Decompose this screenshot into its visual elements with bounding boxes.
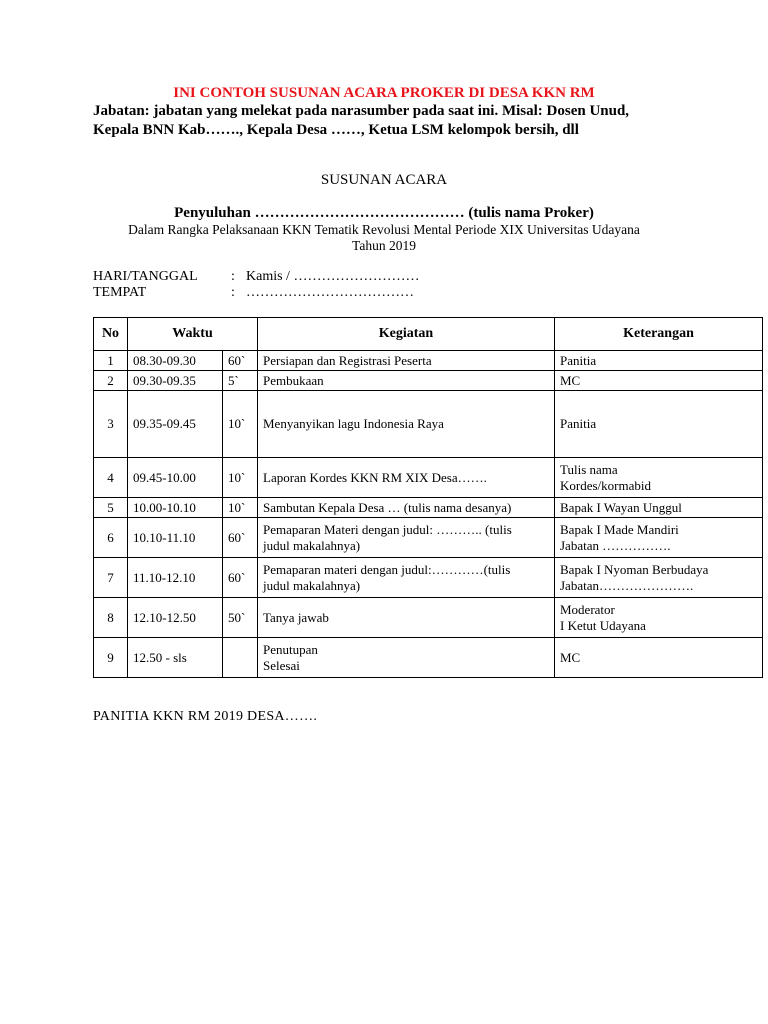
cell-activity-line: judul makalahnya) — [263, 577, 361, 593]
cell-duration: 60` — [223, 351, 258, 371]
event-title: Penyuluhan …………………………………… (tulis nama Proker) — [174, 205, 594, 221]
info-colon: : — [231, 269, 235, 284]
cell-activity — [258, 598, 555, 638]
cell-no: 8 — [94, 598, 128, 638]
info-colon: : — [231, 285, 235, 300]
cell-activity-line: Laporan Kordes KKN RM XIX Desa……. — [263, 469, 487, 485]
table-row — [94, 498, 763, 518]
cell-time: 09.35-09.45 — [128, 391, 223, 458]
cell-no: 5 — [94, 498, 128, 518]
cell-note-line: I Ketut Udayana — [560, 617, 646, 633]
agenda-table-body — [94, 351, 763, 678]
cell-no: 2 — [94, 371, 128, 391]
cell-note — [555, 598, 763, 638]
table-row — [94, 598, 763, 638]
cell-note-line: Kordes/kormabid — [560, 477, 651, 493]
cell-activity-line: Sambutan Kepala Desa … (tulis nama desanya) — [263, 499, 512, 515]
cell-note — [555, 638, 763, 678]
cell-no: 9 — [94, 638, 128, 678]
info-value: ……………………………… — [246, 285, 414, 300]
cell-activity-line: Tanya jawab — [263, 609, 329, 625]
instruction-note-line: Jabatan: jabatan yang melekat pada narasumber pada saat ini. Misal: Dosen Unud, — [93, 103, 630, 119]
cell-no: 3 — [94, 391, 128, 458]
cell-time: 10.00-10.10 — [128, 498, 223, 518]
cell-note — [555, 391, 763, 458]
cell-activity-line: Selesai — [263, 657, 300, 673]
cell-time: 09.45-10.00 — [128, 458, 223, 498]
cell-no: 4 — [94, 458, 128, 498]
cell-duration: 60` — [223, 518, 258, 558]
info-label: HARI/TANGGAL — [93, 269, 198, 284]
cell-note — [555, 458, 763, 498]
cell-activity-line: judul makalahnya) — [263, 537, 361, 553]
cell-time: 09.30-09.35 — [128, 371, 223, 391]
cell-activity — [258, 638, 555, 678]
cell-activity — [258, 558, 555, 598]
cell-activity-line: Pembukaan — [263, 372, 324, 388]
cell-note — [555, 498, 763, 518]
cell-activity — [258, 498, 555, 518]
cell-activity-line: Menyanyikan lagu Indonesia Raya — [263, 416, 444, 431]
cell-duration: 10` — [223, 458, 258, 498]
column-header-no: No — [94, 318, 128, 351]
instruction-title: INI CONTOH SUSUNAN ACARA PROKER DI DESA KKN RM — [173, 85, 595, 101]
instruction-note — [93, 102, 693, 140]
cell-activity-line: Penutupan — [263, 641, 318, 657]
event-context: Dalam Rangka Pelaksanaan KKN Tematik Revolusi Mental Periode XIX Universitas Udayana — [128, 222, 640, 237]
cell-activity — [258, 518, 555, 558]
cell-time: 12.10-12.50 — [128, 598, 223, 638]
table-row — [94, 518, 763, 558]
cell-note-line: Bapak I Nyoman Berbudaya — [560, 561, 709, 577]
cell-note — [555, 518, 763, 558]
footer-signature: PANITIA KKN RM 2019 DESA……. — [93, 709, 318, 724]
cell-time: 12.50 - sls — [128, 638, 223, 678]
cell-note-line: Bapak I Wayan Unggul — [560, 499, 682, 515]
column-header-kegiatan: Kegiatan — [258, 318, 555, 351]
table-row — [94, 391, 763, 458]
table-row — [94, 458, 763, 498]
cell-activity-line: Persiapan dan Registrasi Peserta — [263, 352, 432, 368]
cell-time: 11.10-12.10 — [128, 558, 223, 598]
cell-activity — [258, 351, 555, 371]
cell-note-line: Tulis nama — [560, 461, 618, 477]
table-row — [94, 351, 763, 371]
cell-no: 6 — [94, 518, 128, 558]
cell-note-line: MC — [560, 372, 581, 388]
cell-note-line: Panitia — [560, 352, 597, 368]
cell-note-line: Jabatan…………………. — [560, 577, 694, 593]
column-header-keterangan: Keterangan — [555, 318, 763, 351]
cell-activity — [258, 458, 555, 498]
page-title: SUSUNAN ACARA — [320, 172, 448, 188]
cell-note — [555, 558, 763, 598]
cell-time: 08.30-09.30 — [128, 351, 223, 371]
cell-activity-line: Pemaparan Materi dengan judul: ……….. (tulis — [263, 521, 512, 537]
cell-duration: 60` — [223, 558, 258, 598]
event-year: Tahun 2019 — [352, 238, 416, 253]
cell-note-line: Moderator — [560, 601, 615, 617]
cell-no: 1 — [94, 351, 128, 371]
cell-time: 10.10-11.10 — [128, 518, 223, 558]
table-header-row — [94, 318, 763, 351]
cell-note-line: Bapak I Made Mandiri — [560, 521, 679, 537]
column-header-waktu: Waktu — [128, 318, 258, 351]
cell-duration: 50` — [223, 598, 258, 638]
cell-activity — [258, 391, 555, 458]
cell-activity-line: Pemaparan materi dengan judul:…………(tulis — [263, 561, 511, 577]
cell-note — [555, 371, 763, 391]
cell-no: 7 — [94, 558, 128, 598]
agenda-table — [93, 317, 763, 678]
cell-note-line: Panitia — [560, 416, 597, 431]
cell-note — [555, 351, 763, 371]
info-label: TEMPAT — [93, 285, 147, 300]
instruction-note-line: Kepala BNN Kab……., Kepala Desa ……, Ketua LSM kelompok bersih, dll — [93, 122, 579, 138]
table-row — [94, 371, 763, 391]
cell-duration: 10` — [223, 498, 258, 518]
cell-note-line: MC — [560, 649, 581, 665]
cell-activity — [258, 371, 555, 391]
info-value: Kamis / ……………………… — [246, 269, 420, 284]
cell-duration: 5` — [223, 371, 258, 391]
cell-duration — [223, 638, 258, 678]
table-row — [94, 558, 763, 598]
cell-duration: 10` — [223, 391, 258, 458]
cell-note-line: Jabatan ……………. — [560, 537, 671, 553]
table-row — [94, 638, 763, 678]
